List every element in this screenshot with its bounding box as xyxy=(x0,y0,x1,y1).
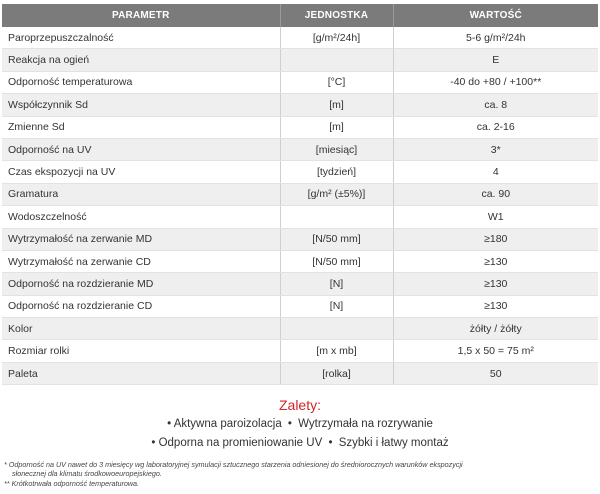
cell-wartosc: ca. 8 xyxy=(393,94,598,116)
cell-parametr: Odporność na rozdzieranie CD xyxy=(2,295,280,317)
benefit-item: Odporna na promieniowanie UV xyxy=(158,437,323,449)
cell-jednostka: [°C] xyxy=(280,71,393,93)
cell-jednostka: [m] xyxy=(280,94,393,116)
table-row xyxy=(2,183,598,205)
cell-wartosc: ≥130 xyxy=(393,273,598,295)
table-row xyxy=(2,94,598,116)
cell-wartosc: 1,5 x 50 = 75 m² xyxy=(393,340,598,362)
benefits-line-2 xyxy=(0,437,600,449)
cell-wartosc: 4 xyxy=(393,161,598,183)
footnote-uv-line-1: * Odporność na UV nawet do 3 miesięcy wg laboratoryjnej symulacji sztucznego starzenia odniesionej do średniorocznych warunków ekspozycji xyxy=(4,460,463,469)
bullet: • xyxy=(328,437,333,449)
table-row xyxy=(2,206,598,228)
benefits-line-1 xyxy=(0,418,600,430)
table-row xyxy=(2,273,598,295)
cell-jednostka: [m x mb] xyxy=(280,340,393,362)
table-row xyxy=(2,340,598,362)
cell-parametr: Wytrzymałość na zerwanie MD xyxy=(2,228,280,250)
cell-parametr: Gramatura xyxy=(2,183,280,205)
table-row xyxy=(2,228,598,250)
cell-wartosc: 3* xyxy=(393,138,598,160)
cell-parametr: Odporność temperaturowa xyxy=(2,71,280,93)
table-row xyxy=(2,161,598,183)
cell-parametr: Kolor xyxy=(2,318,280,340)
cell-jednostka: [N] xyxy=(280,273,393,295)
bullet: • xyxy=(151,437,156,449)
cell-parametr: Zmienne Sd xyxy=(2,116,280,138)
table-row xyxy=(2,138,598,160)
cell-jednostka: [tydzień] xyxy=(280,161,393,183)
cell-wartosc: 5-6 g/m²/24h xyxy=(393,27,598,49)
cell-wartosc: ≥130 xyxy=(393,250,598,272)
cell-wartosc: W1 xyxy=(393,206,598,228)
table-row xyxy=(2,318,598,340)
benefit-item: Wytrzymała na rozrywanie xyxy=(298,418,433,430)
header-jednostka: JEDNOSTKA xyxy=(280,4,393,27)
table-row xyxy=(2,116,598,138)
spec-table xyxy=(2,4,598,385)
footnote-temperature: ** Krótkotrwała odporność temperaturowa. xyxy=(4,479,140,488)
cell-parametr: Reakcja na ogień xyxy=(2,49,280,71)
cell-wartosc: 50 xyxy=(393,362,598,384)
cell-parametr: Paleta xyxy=(2,362,280,384)
cell-jednostka: [N/50 mm] xyxy=(280,250,393,272)
benefit-item: Szybki i łatwy montaż xyxy=(338,437,449,449)
cell-jednostka xyxy=(280,318,393,340)
cell-jednostka: [N] xyxy=(280,295,393,317)
cell-wartosc: ca. 90 xyxy=(393,183,598,205)
cell-wartosc: ≥130 xyxy=(393,295,598,317)
cell-jednostka: [N/50 mm] xyxy=(280,228,393,250)
cell-jednostka: [miesiąc] xyxy=(280,138,393,160)
header-parametr: PARAMETR xyxy=(2,4,280,27)
footnote-uv-line-2: słonecznej dla klimatu środkowoeuropejskiego. xyxy=(12,469,162,478)
cell-parametr: Odporność na rozdzieranie MD xyxy=(2,273,280,295)
table-row xyxy=(2,27,598,49)
cell-jednostka xyxy=(280,206,393,228)
cell-parametr: Czas ekspozycji na UV xyxy=(2,161,280,183)
benefits-title: Zalety: xyxy=(278,397,321,413)
header-wartosc: WARTOŚĆ xyxy=(393,4,598,27)
cell-parametr: Rozmiar rolki xyxy=(2,340,280,362)
cell-wartosc: E xyxy=(393,49,598,71)
footnote-uv xyxy=(4,460,594,478)
cell-wartosc: ≥180 xyxy=(393,228,598,250)
table-row xyxy=(2,71,598,93)
cell-jednostka: [g/m² (±5%)] xyxy=(280,183,393,205)
table-row xyxy=(2,362,598,384)
cell-parametr: Wytrzymałość na zerwanie CD xyxy=(2,250,280,272)
cell-wartosc: -40 do +80 / +100** xyxy=(393,71,598,93)
cell-jednostka: [m] xyxy=(280,116,393,138)
cell-jednostka: [g/m²/24h] xyxy=(280,27,393,49)
table-row xyxy=(2,250,598,272)
cell-parametr: Wodoszczelność xyxy=(2,206,280,228)
cell-parametr: Paroprzepuszczalność xyxy=(2,27,280,49)
table-row xyxy=(2,49,598,71)
cell-parametr: Współczynnik Sd xyxy=(2,94,280,116)
table-row xyxy=(2,295,598,317)
cell-wartosc: żółty / żółty xyxy=(393,318,598,340)
cell-jednostka xyxy=(280,49,393,71)
table-header-row xyxy=(2,4,598,27)
cell-wartosc: ca. 2-16 xyxy=(393,116,598,138)
bullet: • xyxy=(287,418,292,430)
cell-jednostka: [rolka] xyxy=(280,362,393,384)
cell-parametr: Odporność na UV xyxy=(2,138,280,160)
table-body xyxy=(2,27,598,385)
bullet: • xyxy=(167,418,172,430)
benefit-item: Aktywna paroizolacja xyxy=(173,418,282,430)
